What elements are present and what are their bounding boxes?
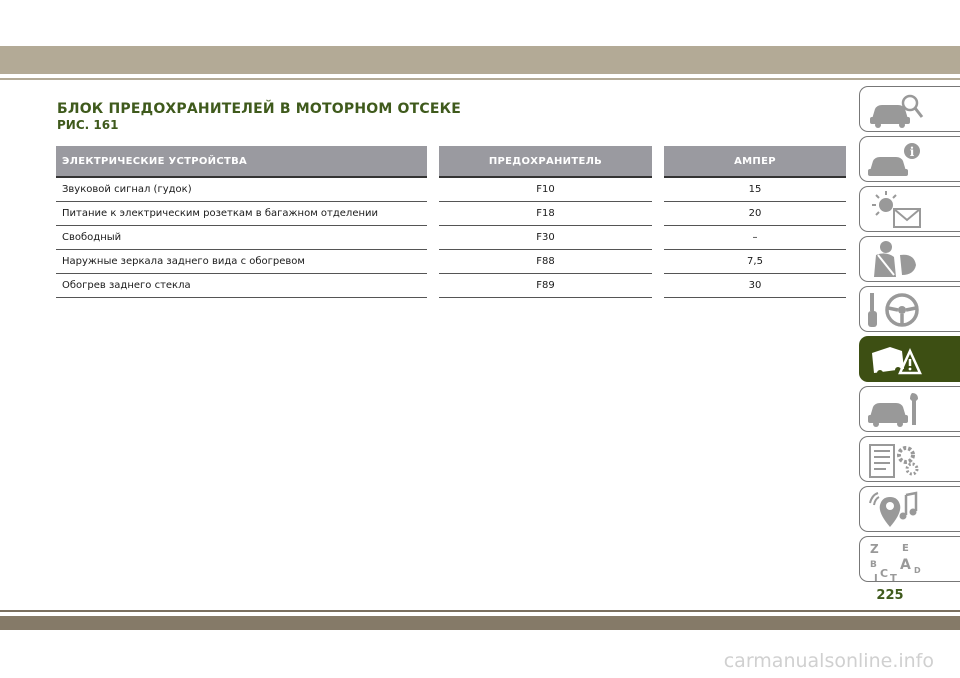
table-row	[56, 178, 846, 202]
svg-text:B: B	[870, 560, 877, 570]
fuse-cell: F10	[439, 178, 652, 202]
tab-emergency[interactable]	[859, 336, 960, 382]
tab-warning-lights[interactable]	[859, 186, 960, 232]
svg-text:T: T	[890, 573, 897, 581]
specifications-gear-icon	[866, 439, 926, 481]
svg-text:E: E	[902, 543, 909, 554]
column-header-fuse: ПРЕДОХРАНИТЕЛЬ	[439, 146, 652, 178]
svg-text:C: C	[880, 567, 889, 580]
amps-cell: –	[664, 226, 846, 250]
tab-car-overview[interactable]	[859, 86, 960, 132]
device-cell: Наружные зеркала заднего вида с обогревом	[56, 250, 427, 274]
amps-cell: 30	[664, 274, 846, 298]
svg-text:Z: Z	[870, 542, 879, 556]
svg-text:A: A	[900, 557, 911, 573]
svg-text:I: I	[874, 573, 878, 581]
device-cell: Питание к электрическим розеткам в багажном отделении	[56, 202, 427, 226]
alphabetical-index-icon	[866, 539, 926, 581]
table-row	[56, 250, 846, 274]
fuse-table	[56, 146, 846, 298]
bottom-decorative-band	[0, 616, 960, 630]
svg-text:i: i	[909, 145, 915, 159]
car-info-icon	[866, 139, 926, 181]
page-title: БЛОК ПРЕДОХРАНИТЕЛЕЙ В МОТОРНОМ ОТСЕКЕ	[57, 101, 462, 117]
column-header-amps: АМПЕР	[664, 146, 846, 178]
tab-index[interactable]	[859, 536, 960, 582]
seatbelt-airbag-icon	[866, 239, 926, 281]
fuse-cell: F89	[439, 274, 652, 298]
tab-multimedia[interactable]	[859, 486, 960, 532]
device-cell: Звуковой сигнал (гудок)	[56, 178, 427, 202]
tab-starting-driving[interactable]	[859, 286, 960, 332]
amps-cell: 7,5	[664, 250, 846, 274]
table-row	[56, 226, 846, 250]
fuse-cell: F88	[439, 250, 652, 274]
page-number: 225	[876, 588, 904, 603]
multimedia-navigation-icon	[866, 489, 926, 531]
watermark: carmanualsonline.info	[723, 650, 934, 672]
car-emergency-icon	[866, 339, 926, 381]
fuse-cell: F30	[439, 226, 652, 250]
column-header-devices: ЭЛЕКТРИЧЕСКИЕ УСТРОЙСТВА	[56, 146, 427, 178]
amps-cell: 20	[664, 202, 846, 226]
tab-technical-specs[interactable]	[859, 436, 960, 482]
svg-text:D: D	[914, 566, 921, 575]
top-decorative-band	[0, 46, 960, 74]
key-steering-wheel-icon	[866, 289, 926, 331]
amps-cell: 15	[664, 178, 846, 202]
device-cell: Обогрев заднего стекла	[56, 274, 427, 298]
bottom-decorative-line	[0, 610, 960, 612]
fuse-cell: F18	[439, 202, 652, 226]
car-search-icon	[866, 89, 926, 131]
warning-light-message-icon	[866, 189, 926, 231]
tab-car-info[interactable]	[859, 136, 960, 182]
table-header-row	[56, 146, 846, 178]
chapter-tabs	[859, 86, 960, 586]
car-wrench-icon	[866, 389, 926, 431]
figure-reference: РИС. 161	[57, 118, 119, 132]
tab-safety[interactable]	[859, 236, 960, 282]
tab-servicing[interactable]	[859, 386, 960, 432]
device-cell: Свободный	[56, 226, 427, 250]
table-row	[56, 202, 846, 226]
table-row	[56, 274, 846, 298]
top-decorative-line	[0, 78, 960, 80]
